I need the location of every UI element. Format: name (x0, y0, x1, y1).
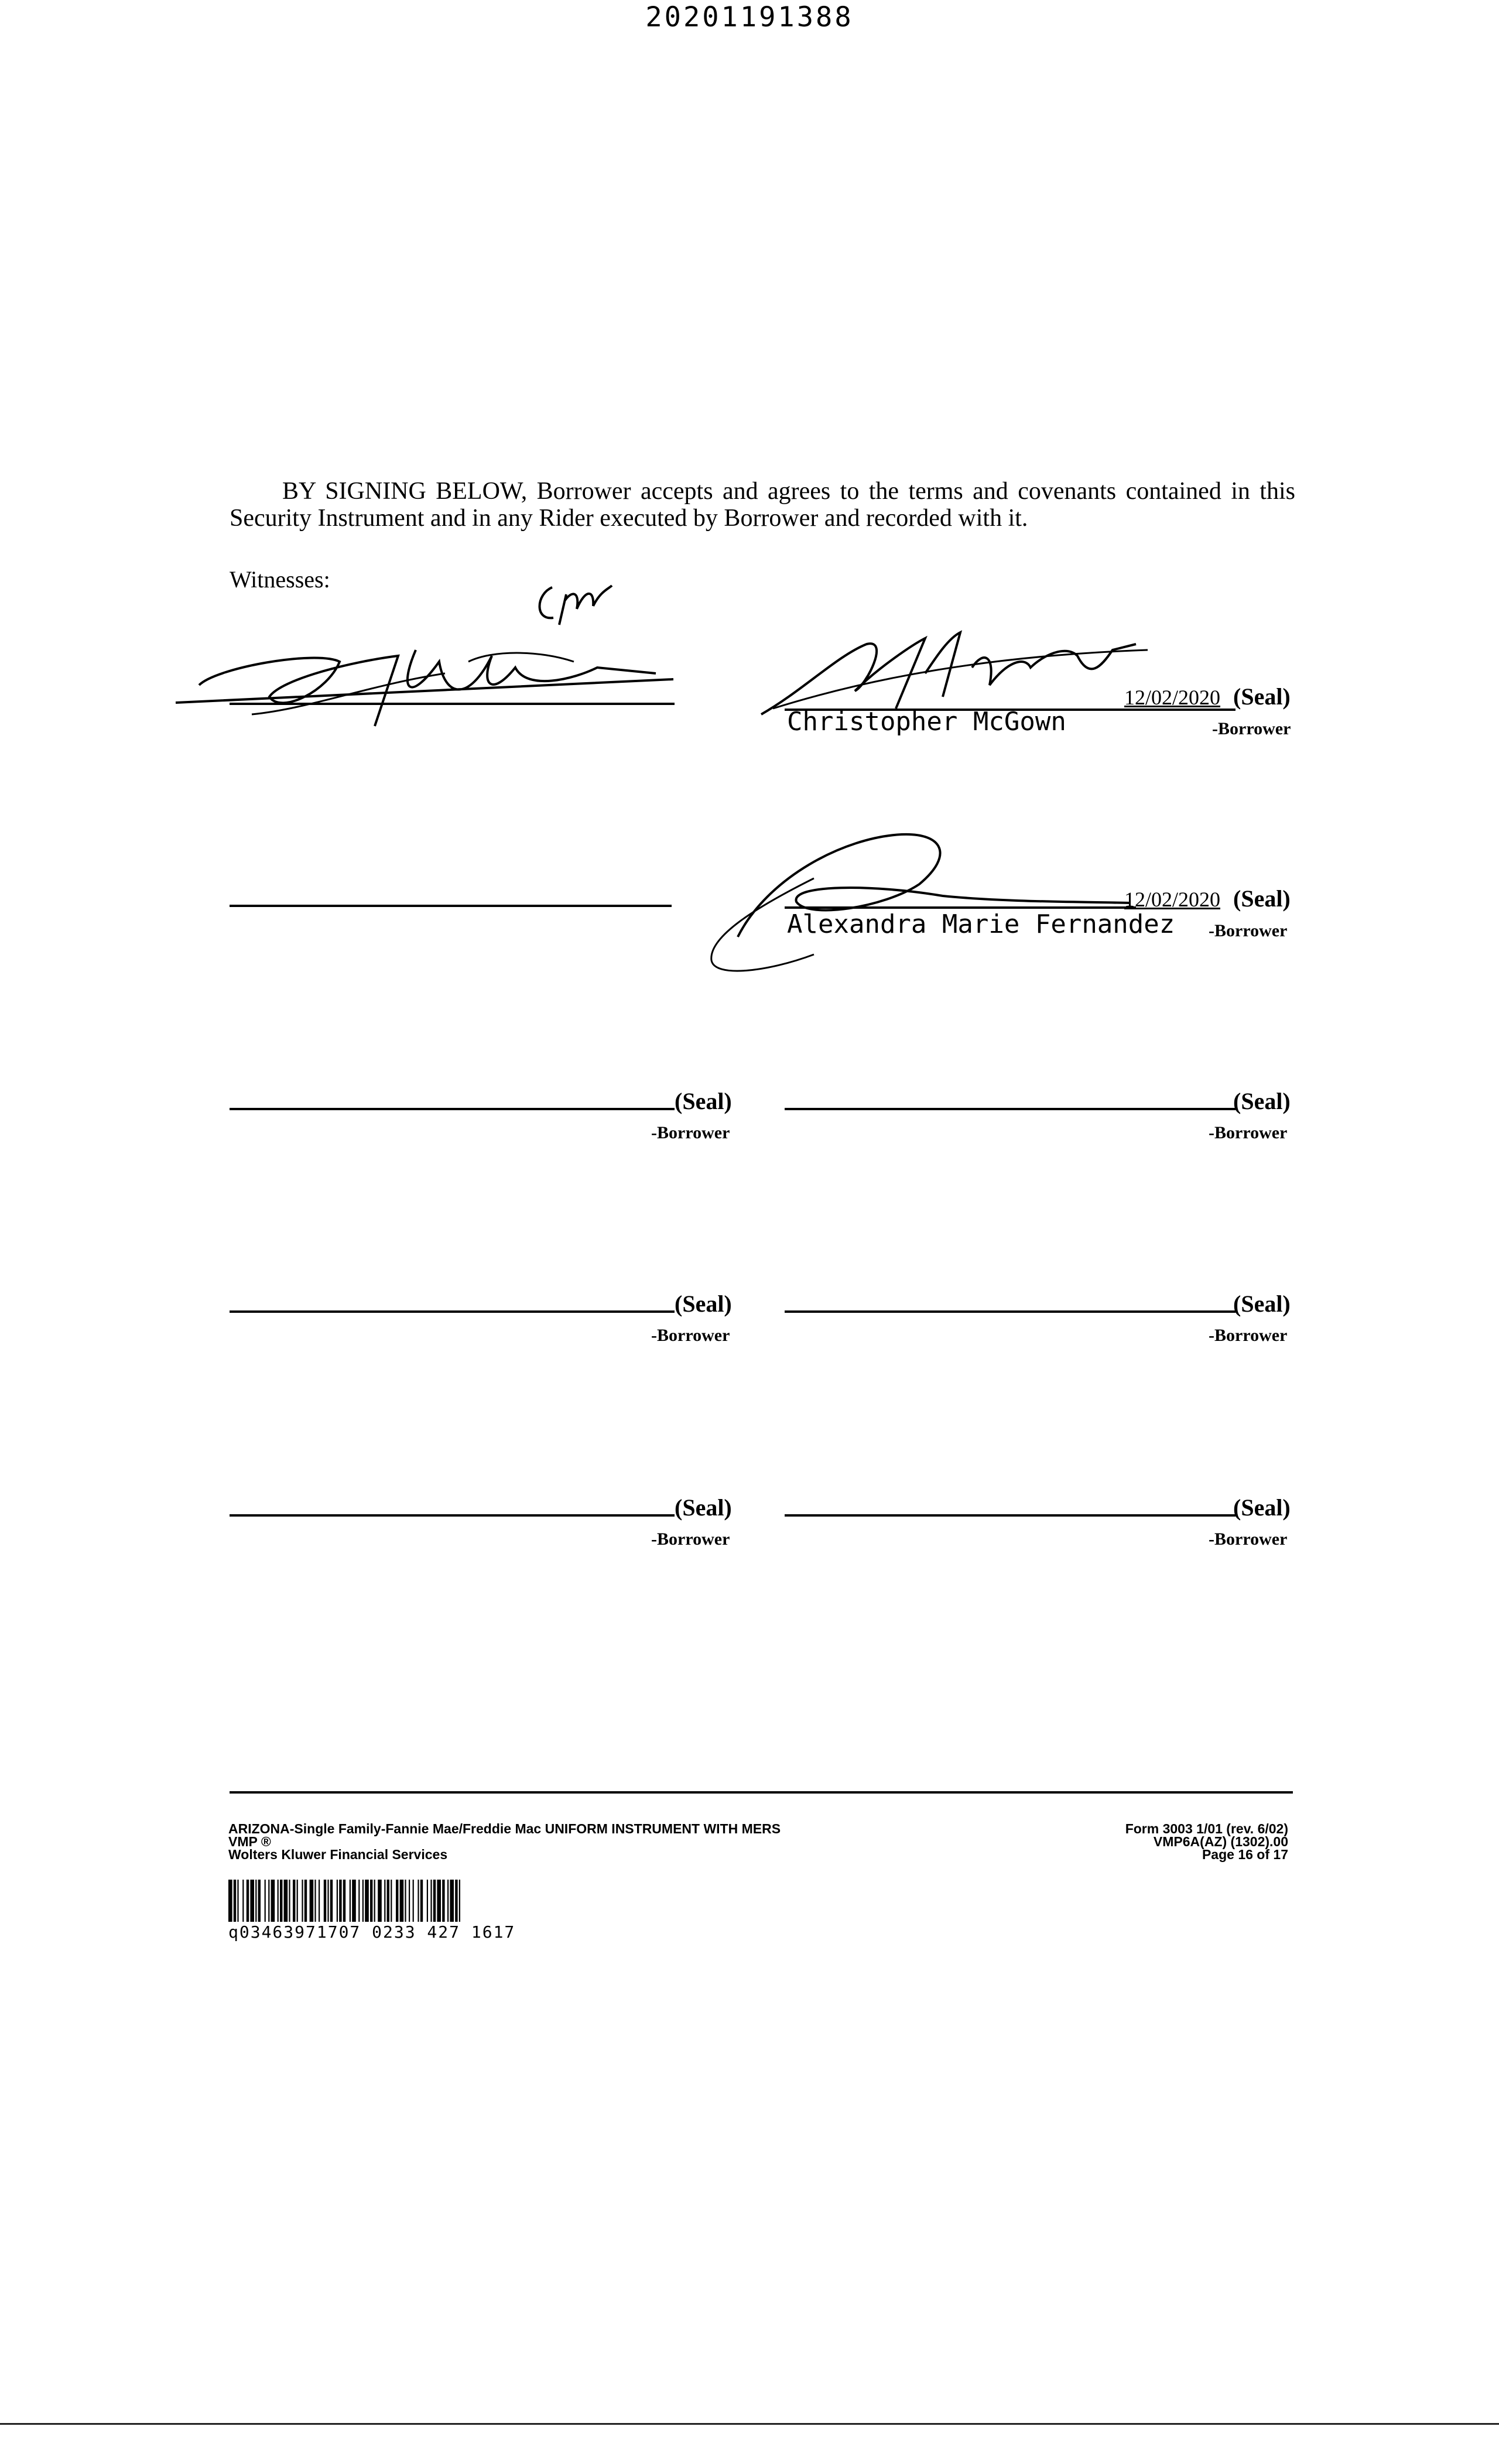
barcode-bar (255, 1880, 256, 1922)
barcode-bar (319, 1880, 320, 1922)
barcode-bar (455, 1880, 457, 1922)
blank-role-1: -Borrower (651, 1123, 730, 1142)
barcode-bar (442, 1880, 444, 1922)
blank-role-4: -Borrower (1209, 1326, 1288, 1345)
footer-rule (230, 1791, 1293, 1794)
signer-1-seal: (Seal) (1233, 683, 1291, 710)
barcode-bar (365, 1880, 369, 1922)
barcode-number: q03463971707 0233 427 1617 (228, 1922, 516, 1942)
signer-2-signature (697, 820, 1142, 995)
signer-2-role: -Borrower (1209, 921, 1288, 940)
barcode-bar (459, 1880, 460, 1922)
blank-line-4 (785, 1310, 1236, 1313)
signer-2-seal: (Seal) (1233, 885, 1291, 912)
signer-1-name: Christopher McGown (787, 707, 1066, 737)
blank-seal-1: (Seal) (675, 1088, 732, 1114)
footer-form-title: ARIZONA-Single Family-Fannie Mae/Freddie Mac UNIFORM INSTRUMENT WITH MERS (228, 1821, 781, 1836)
barcode-bar (370, 1880, 372, 1922)
barcode-bar (268, 1880, 269, 1922)
barcode-bar (302, 1880, 303, 1922)
barcode-bar (258, 1880, 261, 1922)
signer-2-name: Alexandra Marie Fernandez (787, 909, 1175, 939)
blank-line-3 (230, 1310, 675, 1313)
barcode-bar (304, 1880, 307, 1922)
blank-seal-6: (Seal) (1233, 1494, 1291, 1521)
barcode-bar (409, 1880, 410, 1922)
barcode-bar (310, 1880, 314, 1922)
barcode-bar (280, 1880, 282, 1922)
blank-seal-5: (Seal) (675, 1494, 732, 1521)
witness-1-signature (164, 627, 691, 732)
barcode-bar (433, 1880, 436, 1922)
barcode-bar (337, 1880, 338, 1922)
blank-role-6: -Borrower (1209, 1529, 1288, 1549)
barcode-image (228, 1880, 645, 1922)
signing-statement-text: BY SIGNING BELOW, Borrower accepts and agrees to the terms and covenants contained in this Security Instrument and in any Rider executed by Borrower and recorded with it. (230, 478, 1295, 532)
barcode-bar (271, 1880, 275, 1922)
barcode-bar (396, 1880, 398, 1922)
barcode-bar (405, 1880, 406, 1922)
blank-line-1 (230, 1108, 675, 1110)
barcode-bar (427, 1880, 428, 1922)
footer-vmp-code: VMP6A(AZ) (1302).00 (1153, 1834, 1288, 1849)
barcode-bar (330, 1880, 333, 1922)
blank-line-2 (785, 1108, 1236, 1110)
barcode-bar (343, 1880, 345, 1922)
barcode-bar (374, 1880, 375, 1922)
barcode-bar (278, 1880, 279, 1922)
barcode-bar (430, 1880, 432, 1922)
barcode-bar (352, 1880, 356, 1922)
signer-1-role: -Borrower (1212, 719, 1291, 738)
barcode-bar (247, 1880, 249, 1922)
barcode-bar (362, 1880, 364, 1922)
barcode-bar (289, 1880, 290, 1922)
footer-vmp: VMP ® (228, 1834, 271, 1849)
barcode-bar (228, 1880, 232, 1922)
witnesses-label: Witnesses: (230, 566, 330, 593)
signer-1-date: 12/02/2020 (1124, 686, 1221, 709)
footer-page-number: Page 16 of 17 (1202, 1847, 1288, 1862)
barcode-bar (450, 1880, 454, 1922)
footer-publisher: Wolters Kluwer Financial Services (228, 1847, 448, 1862)
barcode-bar (234, 1880, 236, 1922)
barcode-bar (400, 1880, 404, 1922)
barcode-bar (358, 1880, 360, 1922)
blank-role-3: -Borrower (651, 1326, 730, 1345)
barcode-bar (378, 1880, 382, 1922)
barcode-bar (297, 1880, 298, 1922)
blank-line-5 (230, 1514, 675, 1517)
barcode-bar (327, 1880, 328, 1922)
signer-2-date: 12/02/2020 (1124, 888, 1221, 911)
barcode-bar (339, 1880, 341, 1922)
blank-role-2: -Borrower (1209, 1123, 1288, 1142)
witness-2-line (230, 905, 672, 907)
barcode-bar (417, 1880, 419, 1922)
blank-seal-2: (Seal) (1233, 1088, 1291, 1114)
barcode-bar (250, 1880, 254, 1922)
barcode-bar (387, 1880, 389, 1922)
blank-seal-3: (Seal) (675, 1291, 732, 1317)
blank-role-5: -Borrower (651, 1529, 730, 1549)
barcode-bar (284, 1880, 288, 1922)
blank-line-6 (785, 1514, 1236, 1517)
barcode-bar (413, 1880, 414, 1922)
barcode-bar (324, 1880, 326, 1922)
barcode-bar (437, 1880, 441, 1922)
footer-form-number (1054, 1822, 1288, 1861)
barcode-bar (391, 1880, 392, 1922)
signing-statement (230, 478, 1295, 532)
barcode-bar (237, 1880, 238, 1922)
page-bottom-rule (0, 2423, 1499, 2425)
barcode-bar (350, 1880, 351, 1922)
barcode-bar (384, 1880, 385, 1922)
barcode-bar (293, 1880, 295, 1922)
document-number: 20201191388 (645, 1, 854, 33)
barcode-bar (447, 1880, 449, 1922)
witness-initials-signature (530, 577, 624, 629)
footer-form-info (228, 1822, 781, 1861)
barcode-bar (242, 1880, 244, 1922)
barcode-bar (265, 1880, 266, 1922)
barcode-bar (314, 1880, 316, 1922)
blank-seal-4: (Seal) (1233, 1291, 1291, 1317)
footer-form-code: Form 3003 1/01 (rev. 6/02) (1125, 1821, 1288, 1836)
barcode-bar (420, 1880, 423, 1922)
